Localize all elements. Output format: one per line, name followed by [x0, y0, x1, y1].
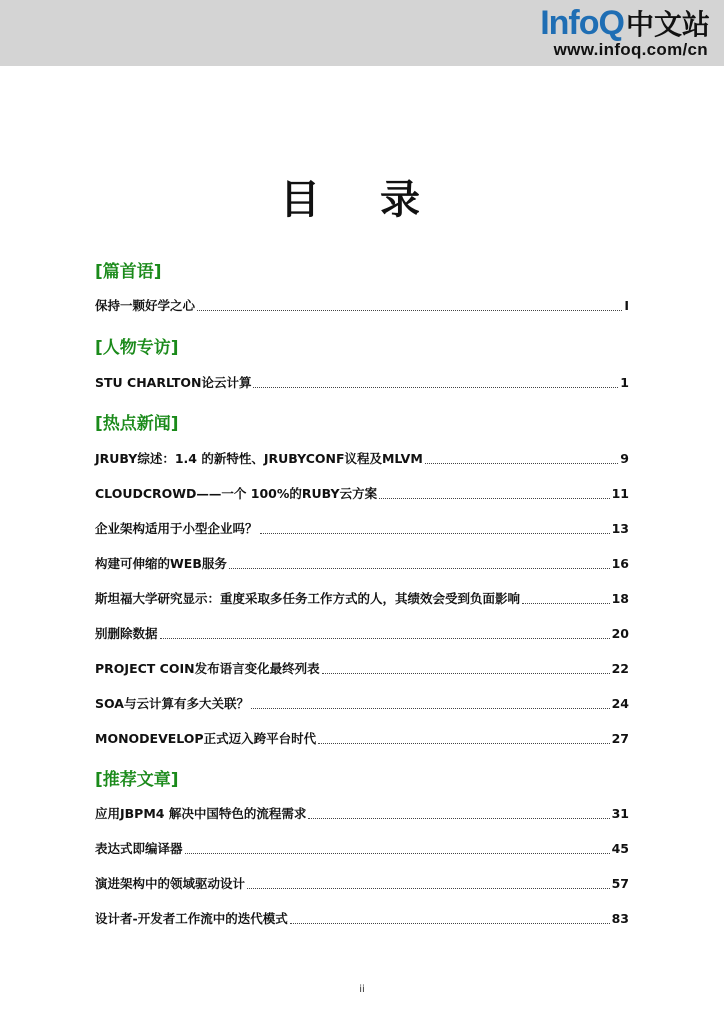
toc-entry-page: 1: [620, 375, 629, 390]
page-number: ii: [359, 984, 365, 995]
toc-entry-label: 设计者-开发者工作流中的迭代模式: [95, 911, 288, 926]
toc-leader-dots: [185, 852, 610, 854]
toc-entry-label: 构建可伸缩的WEB服务: [95, 556, 227, 571]
toc-entry[interactable]: [95, 589, 629, 607]
page-title: 目录: [280, 177, 480, 223]
toc-entry-label: MONODEVELOP正式迈入跨平台时代: [95, 731, 317, 746]
toc-entry[interactable]: [95, 554, 629, 572]
toc-entry[interactable]: [95, 874, 629, 892]
toc-entry[interactable]: [95, 729, 629, 747]
logo-wordmark: [540, 4, 710, 42]
toc-entry-page: 22: [611, 661, 629, 676]
toc-entry[interactable]: [95, 519, 629, 537]
toc-leader-dots: [425, 462, 619, 464]
section-heading-news: [热点新闻]: [95, 414, 179, 434]
toc-entry[interactable]: [95, 909, 629, 927]
toc-entry-page: 24: [611, 696, 629, 711]
toc-leader-dots: [322, 672, 610, 674]
toc-entry-page: 18: [611, 591, 629, 606]
toc-leader-dots: [379, 497, 610, 499]
toc-entry-page: 83: [611, 911, 629, 926]
toc-entry-label: STU CHARLTON论云计算: [95, 375, 252, 390]
toc-entry-page: I: [624, 298, 629, 313]
toc-entry-label: JRUBY综述：1.4 的新特性、JRUBYCONF议程及MLVM: [95, 451, 423, 466]
logo-q-text: Q: [598, 4, 625, 42]
section-heading-interview: [人物专访]: [95, 338, 179, 358]
toc-entry[interactable]: [95, 449, 629, 467]
toc-entry-label: PROJECT COIN发布语言变化最终列表: [95, 661, 320, 676]
toc-entry-label: 演进架构中的领域驱动设计: [95, 876, 246, 891]
toc-leader-dots: [522, 602, 610, 604]
toc-entry-label: 斯坦福大学研究显示：重度采取多任务工作方式的人，其绩效会受到负面影响: [95, 591, 521, 606]
toc-entry-page: 9: [620, 451, 629, 466]
toc-leader-dots: [260, 532, 610, 534]
toc-leader-dots: [251, 707, 610, 709]
logo-cn-text: 中文站: [625, 8, 710, 41]
toc-leader-dots: [308, 817, 609, 819]
toc-entry-page: 13: [611, 521, 629, 536]
toc-entry[interactable]: [95, 296, 629, 314]
toc-entry-label: CLOUDCROWD——一个 100%的RUBY云方案: [95, 486, 378, 501]
toc-entry-label: 应用JBPM4 解决中国特色的流程需求: [95, 806, 307, 821]
toc-entry[interactable]: [95, 659, 629, 677]
infoq-logo[interactable]: [520, 4, 710, 62]
toc-leader-dots: [318, 742, 610, 744]
toc-entry-page: 20: [611, 626, 629, 641]
toc-entry[interactable]: [95, 839, 629, 857]
toc-entry[interactable]: [95, 694, 629, 712]
toc-entry-label: 别删除数据: [95, 626, 158, 641]
toc-entry-label: 表达式即编译器: [95, 841, 183, 856]
toc-entry[interactable]: [95, 484, 629, 502]
toc-leader-dots: [197, 309, 622, 311]
toc-entry-label: 企业架构适用于小型企业吗？: [95, 521, 258, 536]
toc-entry-label: SOA与云计算有多大关联？: [95, 696, 249, 711]
toc-leader-dots: [247, 887, 610, 889]
toc-leader-dots: [160, 637, 610, 639]
toc-entry[interactable]: [95, 804, 629, 822]
logo-url: www.infoq.com/cn: [553, 40, 708, 59]
toc-entry-page: 11: [611, 486, 629, 501]
toc-entry-page: 16: [611, 556, 629, 571]
toc-entry-label: 保持一颗好学之心: [95, 298, 196, 313]
toc-leader-dots: [229, 567, 610, 569]
toc-leader-dots: [290, 922, 610, 924]
toc-entry-page: 27: [611, 731, 629, 746]
header-bar: [0, 0, 724, 66]
toc-entry[interactable]: [95, 373, 629, 391]
toc-entry-page: 57: [611, 876, 629, 891]
toc-entry-page: 31: [611, 806, 629, 821]
section-heading-preface: [篇首语]: [95, 262, 162, 282]
toc-entry-page: 45: [611, 841, 629, 856]
logo-info-text: Info: [540, 4, 599, 42]
section-heading-recommended: [推荐文章]: [95, 770, 179, 790]
toc-entry[interactable]: [95, 624, 629, 642]
toc-leader-dots: [253, 386, 618, 388]
